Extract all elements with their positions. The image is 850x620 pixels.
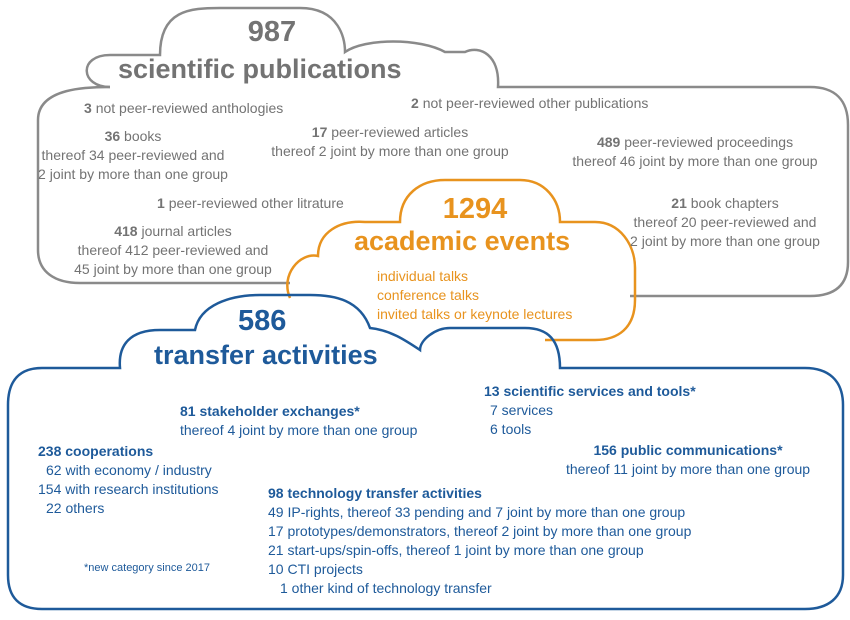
publications-count: 987 [247,16,297,48]
publications-title: scientific publications [118,54,402,84]
journals-block: 418 journal articles thereof 412 peer-reviewed and 45 joint by more than one group [74,223,272,277]
literature-label: 1 peer-reviewed other litrature [157,195,344,211]
services-block: 13 scientific services and tools* 7 services 6 tools [484,383,696,437]
cooperations-block: 238 cooperations 62 with economy / industry 154 with research institutions 22 others [38,443,219,516]
transfer-title: transfer activities [154,340,378,370]
events-count: 1294 [442,193,508,225]
footnote: *new category since 2017 [84,562,210,574]
proceedings-block: 489 peer-reviewed proceedings thereof 46 joint by more than one group [572,134,818,169]
events-item: conference talks [377,287,479,303]
articles-block: 17 peer-reviewed articles thereof 2 joint by more than one group [271,124,509,159]
books-block: 36 books thereof 34 peer-reviewed and 2 joint by more than one group [38,128,228,182]
events-list [377,267,572,324]
other-publications-label: 2 not peer-reviewed other publications [411,95,649,111]
public-communications-block: 156 public communications* thereof 11 joint by more than one group [565,442,811,477]
events-title: academic events [354,226,571,256]
technology-transfer-block: 98 technology transfer activities 49 IP-rights, thereof 33 pending and 7 joint by more than one group 17 prototypes/demonstrators, thereof 2 joint by more than one group 21 start-ups/spin-offs, thereof 1 joint by more than one group 10 CTI projects 1 other kind of technology transfer [268,485,692,596]
events-item: invited talks or keynote lectures [377,306,573,322]
stakeholder-block: 81 stakeholder exchanges* thereof 4 joint by more than one group [180,403,418,438]
anthologies-label: 3 not peer-reviewed anthologies [84,100,284,116]
transfer-count: 586 [238,305,287,337]
events-item: individual talks [377,268,469,284]
chapters-block: 21 book chapters thereof 20 peer-reviewed and 2 joint by more than one group [630,195,820,249]
